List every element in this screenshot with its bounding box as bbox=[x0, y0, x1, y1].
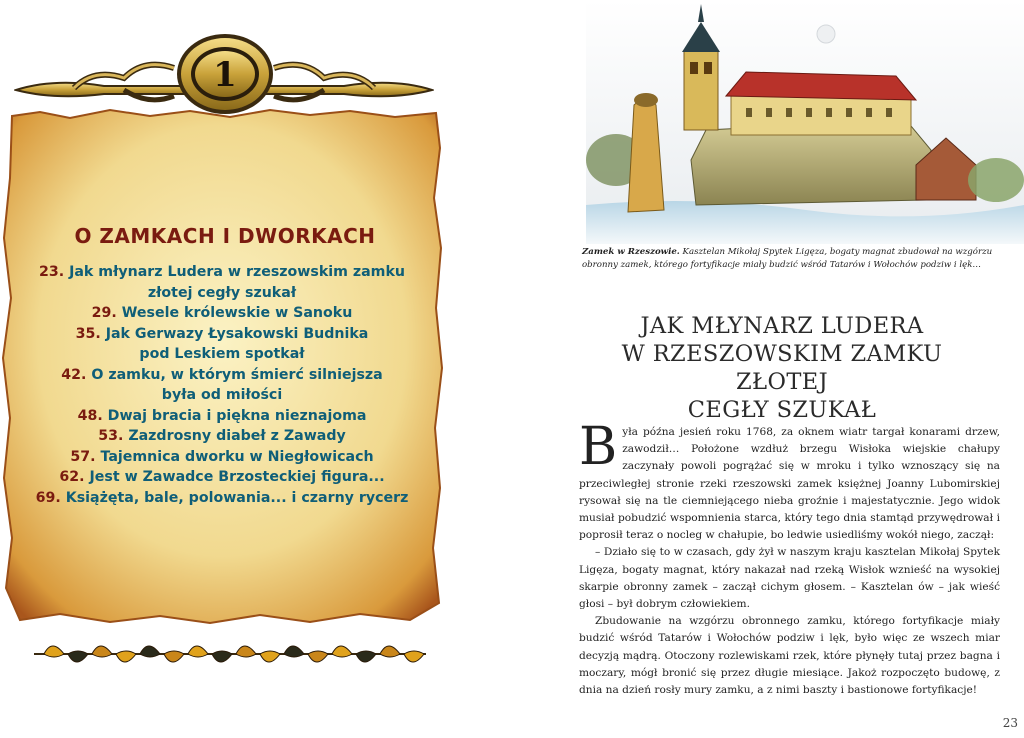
story-title-line-1: JAK MŁYNARZ LUDERA bbox=[640, 313, 924, 339]
toc-item-number: 42. bbox=[61, 366, 87, 383]
leaf-garland-ornament bbox=[30, 634, 430, 674]
table-of-contents bbox=[30, 262, 414, 508]
leaf-ornament bbox=[164, 651, 184, 662]
illustration-caption bbox=[582, 246, 998, 272]
toc-item bbox=[30, 303, 414, 324]
toc-item-title: Jak młynarz Ludera w rzeszowskim zamku bbox=[69, 264, 405, 280]
leaf-ornament bbox=[188, 646, 208, 657]
toc-item-number: 35. bbox=[75, 325, 101, 342]
toc-item-title: Książęta, bale, polowania... i czarny rycerz bbox=[65, 489, 409, 506]
story-title-line-2: W RZESZOWSKIM ZAMKU ZŁOTEJ bbox=[621, 341, 943, 395]
toc-item-number: 29. bbox=[91, 305, 117, 321]
page-number: 23 bbox=[1002, 716, 1018, 730]
chapter-number-badge: 1 bbox=[213, 55, 237, 95]
paragraph-1 bbox=[579, 417, 1000, 544]
paragraph-1-text: yła późna jesień roku 1768, za oknem wiatr targał konarami drzew, zawodził… Położone wzdłuż brzegu Wisłoka wiejskie chałupy zaczynały powoli pogrążać się w mroku i tylko wznoszący się na przeciwległej stronie rzeki rzeszowski zamek księżnej Joanny Lubomirskiej rysował się na tle ciemniejącego nieba groźnie i majestatycznie. Jego widok musiał pobudzić wspomnienia starca, który tego dnia stamtąd przywędrował i poprosił teraz o nocleg w chałupie, bo ledwie usiedliśmy wokół niego, zaczął: bbox=[579, 426, 1000, 542]
leaf-ornament bbox=[236, 646, 256, 657]
toc-item-number: 23. bbox=[38, 264, 65, 280]
story-title-line-3: CEGŁY SZUKAŁ bbox=[687, 397, 877, 423]
toc-item-title-continued: była od miłości bbox=[161, 387, 283, 403]
toc-item bbox=[30, 262, 414, 303]
toc-item bbox=[30, 447, 414, 468]
toc-item bbox=[30, 467, 414, 488]
caption-title: Zamek w Rzeszowie. bbox=[582, 247, 680, 257]
toc-item-title: Jest w Zawadce Brzosteckiej figura... bbox=[89, 469, 385, 485]
leaf-ornament bbox=[284, 646, 304, 657]
toc-item-title: Wesele królewskie w Sanoku bbox=[121, 305, 353, 321]
toc-item-title: Zazdrosny diabeł z Zawady bbox=[128, 428, 346, 444]
toc-item-title: Tajemnica dworku w Niegłowicach bbox=[100, 448, 374, 465]
leaf-ornament bbox=[68, 651, 88, 662]
drop-cap: B bbox=[579, 417, 618, 477]
story-body bbox=[579, 417, 1000, 699]
right-page bbox=[512, 0, 1024, 738]
toc-item bbox=[30, 324, 414, 365]
leaf-ornament bbox=[332, 646, 352, 657]
castle-illustration bbox=[586, 0, 1024, 244]
toc-item-title-continued: złotej cegły szukał bbox=[147, 284, 297, 301]
toc-item-number: 69. bbox=[35, 489, 61, 506]
toc-item-title-continued: pod Leskiem spotkał bbox=[139, 346, 305, 362]
paragraph-3: Zbudowanie na wzgórzu obronnego zamku, którego fortyfikacje miały budzić wśród Tatarów i Wołochów podziw i lęk, było więc ze wszech miar decyzją mądrą. Otoczony rozlewiskami rzek, które płynęły tutaj przez bagna i moczary, mógł bronić się przez długie miesiące. Jakoż rozpoczęto budowę, z dnia na dzień rosły mury zamku, a z nimi baszty i bastionowe fortyfikacje! bbox=[579, 615, 1000, 697]
toc-item-title: Dwaj bracia i piękna nieznajoma bbox=[107, 407, 367, 424]
toc-item-title: Jak Gerwazy Łysakowski Budnika bbox=[105, 325, 369, 342]
leaf-ornament bbox=[116, 651, 136, 662]
toc-item bbox=[30, 488, 414, 509]
leaf-ornament bbox=[380, 646, 400, 657]
toc-item bbox=[30, 426, 414, 447]
toc-item-number: 57. bbox=[70, 448, 96, 465]
leaf-ornament bbox=[212, 651, 232, 662]
toc-item-number: 48. bbox=[77, 407, 103, 424]
story-title bbox=[572, 312, 992, 424]
leaf-ornament bbox=[44, 646, 64, 657]
leaf-ornament bbox=[308, 651, 328, 662]
caption-text: Kasztelan Mikołaj Spytek Ligęza, bogaty magnat zbudował na wzgórzu obronny zamek, którego fortyfikacje miały budzić wśród Tatarów i Wołochów podziw i lęk… bbox=[582, 247, 993, 270]
toc-heading: O ZAMKACH I DWORKACH bbox=[74, 224, 376, 248]
toc-item-number: 53. bbox=[98, 428, 124, 444]
toc-item-number: 62. bbox=[59, 469, 85, 485]
toc-item bbox=[30, 406, 414, 427]
toc-item bbox=[30, 365, 414, 406]
paragraph-2: – Działo się to w czasach, gdy żył w naszym kraju kasztelan Mikołaj Spytek Ligęza, bogaty magnat, który nakazał nad rzeką Wisłok wznieść na wysokiej skarpie obronny zamek – zaczął cichym głosem. – Kasztelan ów – jak wieść głosi – był dobrym człowiekiem. bbox=[579, 546, 1000, 611]
leaf-ornament bbox=[356, 651, 376, 662]
leaf-ornament bbox=[260, 651, 280, 662]
leaf-ornament bbox=[404, 651, 424, 662]
leaf-ornament bbox=[92, 646, 112, 657]
leaf-ornament bbox=[140, 646, 160, 657]
toc-item-title: O zamku, w którym śmierć silniejsza bbox=[91, 366, 383, 383]
